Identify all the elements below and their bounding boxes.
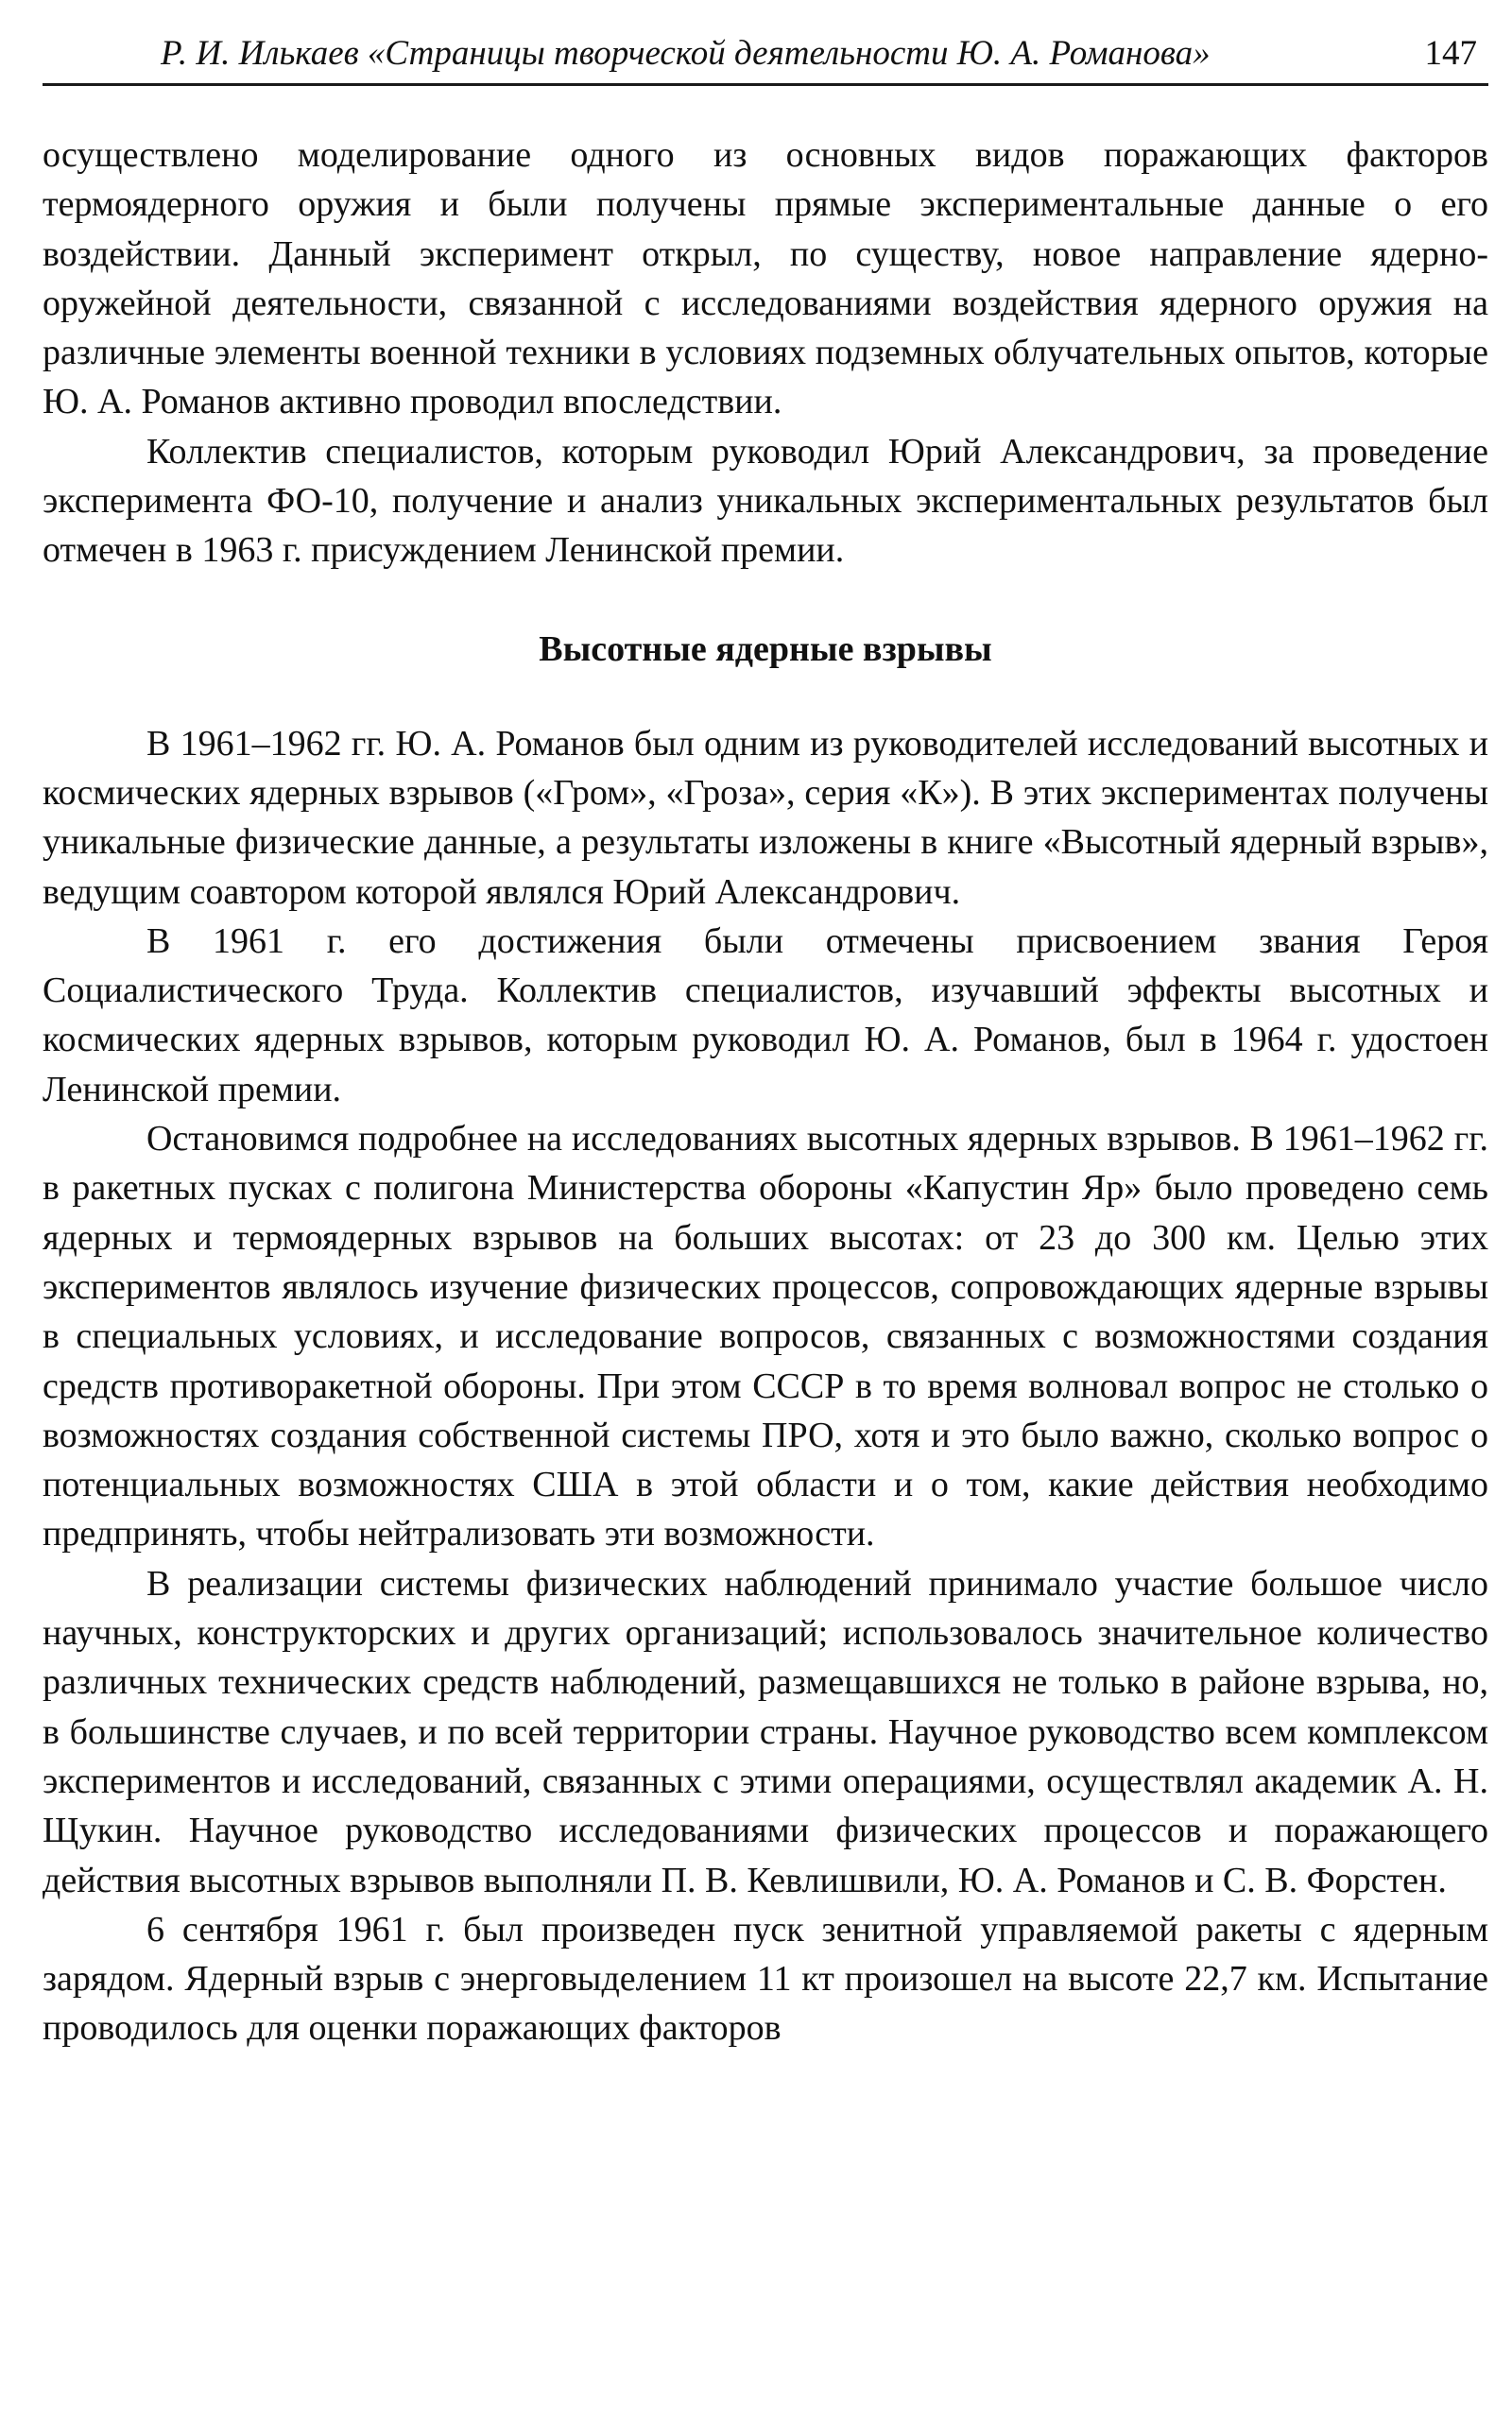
- paragraph: В 1961 г. его достижения были отмечены присвоением звания Героя Социалистического Труда. Коллектив специалистов, изучавший эффекты высотных и космических ядерных взрывов, которым руководил Ю. А. Романов, был в 1964 г. удостоен Ленинской премии.: [43, 920, 1488, 1109]
- paragraph: Остановимся подробнее на исследованиях высотных ядерных взрывов. В 1961–1962 гг. в ракетных пусках с полигона Министерства обороны «Капустин Яр» было проведено семь ядерных и термоядерных взрывов на больших высотах: от 23 до 300 км. Целью этих экспериментов являлось изучение физических процессов, сопровождающих ядерные взрывы в специальных условиях, и исследование вопросов, связанных с возможностями создания средств противоракетной обороны. При этом СССР в то время волновал вопрос не столько о возможностях создания собственной системы ПРО, хотя и это было важно, сколько вопрос о потенциальных возможностях США в этой области и о том, какие действия необходимо предпринять, чтобы нейтрализовать эти возможности.: [43, 1119, 1488, 1555]
- running-header: [43, 17, 1488, 86]
- page-number: 147: [1424, 34, 1477, 73]
- paragraph: Коллектив специалистов, которым руководил Юрий Александрович, за проведение эксперимента ФО-10, получение и анализ уникальных экспериментальных результатов был отмечен в 1963 г. присуждением Ленинской премии.: [43, 431, 1488, 571]
- paragraph: В реализации системы физических наблюдений принимало участие большое число научных, конструкторских и других организаций; использовалось значительное количество различных технических средств наблюдений, размещавшихся не только в районе взрыва, но, в большинстве случаев, и по всей территории страны. Научное руководство всем комплексом экспериментов и исследований, связанных с этими операциями, осуществлял академик А. Н. Щукин. Научное руководство исследованиями физических процессов и поражающего действия высотных взрывов выполняли П. В. Кевлишвили, Ю. А. Романов и С. В. Форстен.: [43, 1563, 1488, 1900]
- paragraph: 6 сентября 1961 г. был произведен пуск зенитной управляемой ракеты с ядерным зарядом. Ядерный взрыв с энерговыделением 11 кт произошел на высоте 22,7 км. Испытание проводилось для оценки поражающих факторов: [43, 1909, 1488, 2049]
- section-title: Высотные ядерные взрывы: [539, 628, 992, 669]
- paragraph-continued: осуществлено моделирование одного из основных видов поражающих факторов термоядерного оружия и были получены прямые экспериментальные данные о его воздействии. Данный эксперимент открыл, по существу, новое направление ядерно-оружейной деятельности, связанной с исследованиями воздействия ядерного оружия на различные элементы военной техники в условиях подземных облучательных опытов, которые Ю. А. Романов активно проводил впоследствии.: [43, 135, 1488, 422]
- running-title: Р. И. Илькаев «Страницы творческой деятельности Ю. А. Романова»: [161, 34, 1211, 73]
- book-page: [43, 0, 1488, 2422]
- body-text: [43, 130, 1488, 2053]
- paragraph: В 1961–1962 гг. Ю. А. Романов был одним из руководителей исследований высотных и космических ядерных взрывов («Гром», «Гроза», серия «К»). В этих экспериментах получены уникальные физические данные, а результаты изложены в книге «Высотный ядерный взрыв», ведущим соавтором которой являлся Юрий Александрович.: [43, 723, 1488, 912]
